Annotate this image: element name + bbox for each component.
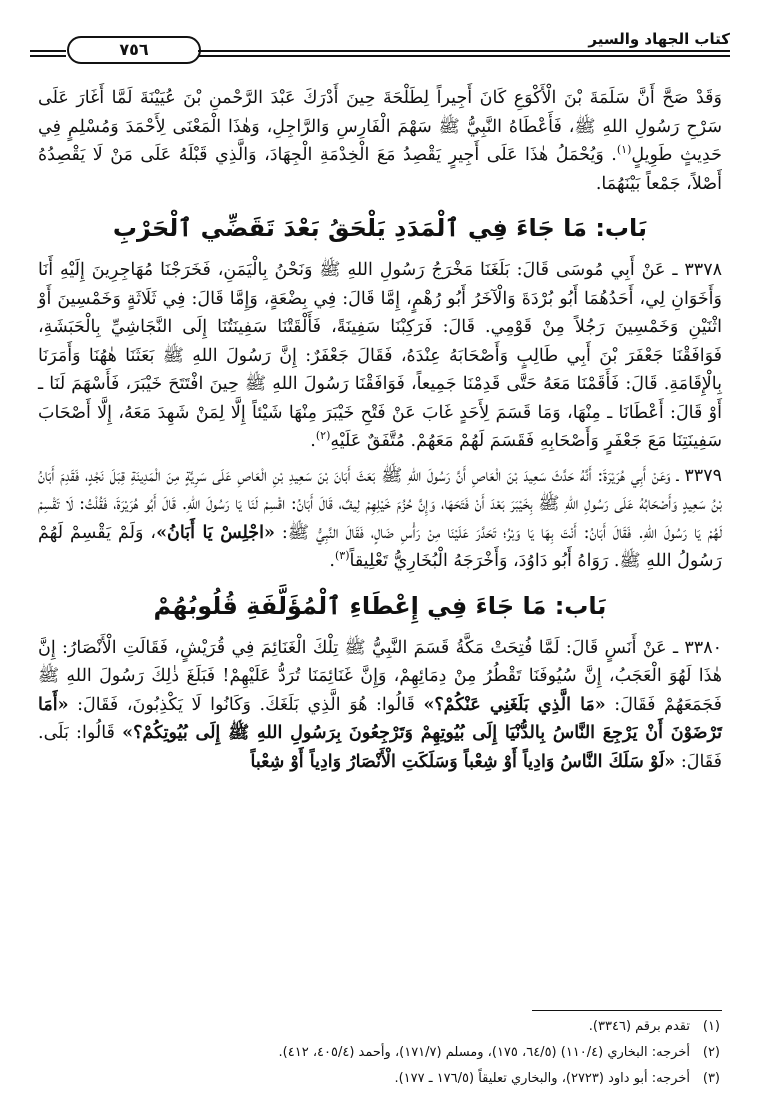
intro-paragraph: وَقَدْ صَحَّ أَنَّ سَلَمَةَ بْنَ الْأَكْوَعِ كَانَ أَجِيراً لِطَلْحَةَ حِينَ أَدْرَكَ عَبْدَ الرَّحْمنِ بْنَ عُيَيْنَةَ لَمَّا أَغَارَ عَلَى سَرْحِ رَسُولِ اللهِ ﷺ، فَأَعْطَاهُ النَّبِيُّ ﷺ سَهْمَ الْفَارِسِ وَالرَّاجِلِ، وَهٰذَا الْمَعْنَى لِأَحْمَدَ وَمُسْلِمٍ فِي حَدِيثٍ طَوِيلٍ$^{(١)}$. وَيُحْمَلُ هٰذَا عَلَى أَجِيرٍ يَقْصِدُ مَعَ الْخِدْمَةِ الْجِهَادَ، وَالَّذِي قَبْلَهُ عَلَى مَنْ لَا يَقْصِدُهُ أَصْلاً، جَمْعاً بَيْنَهُمَا.: [38, 88, 723, 194]
footnote-divider: [532, 1010, 722, 1011]
footnote-ref[interactable]: (١): [616, 143, 632, 157]
footnote-text: أخرجه: البخاري (١١٠/٤) (٦٤/٥، ١٧٥)، ومسلم (١٧١/٧)، وأحمد (٤٠٥/٤، ٤١٢).: [278, 1045, 690, 1060]
footnote-text: أخرجه: أبو داود (٢٧٢٣)، والبخاري تعليقاً (١٧٦/٥ ـ ١٧٧).: [394, 1071, 690, 1086]
footnote-number: (٢): [702, 1045, 720, 1060]
footnotes: [40, 1018, 720, 1096]
footnote: [40, 1070, 720, 1088]
prophet-quote: «مَا الَّذِي بَلَغَنِي عَنْكُمْ؟»: [423, 694, 606, 715]
page-header: [30, 30, 730, 70]
header-rule: [198, 50, 730, 52]
page-body: [38, 84, 722, 776]
header-rule: [30, 50, 66, 52]
hadith-paragraph: ٣٣٧٨ ـ عَنْ أَبِي مُوسَى قَالَ: بَلَغَنَا مَخْرَجُ رَسُولِ اللهِ ﷺ وَنَحْنُ بِالْيَمَنِ، فَخَرَجْنَا مُهَاجِرِينَ إِلَيْهِ أَنَا وَأَخَوَانِ لِي، أَحَدُهُمَا أَبُو بُرْدَةَ وَالْآخَرُ أَبُو رُهْمٍ، إِمَّا قَالَ: فِي بِضْعَةٍ، وَإِمَّا قَالَ: فِي ثَلَاثَةٍ وَخَمْسِينَ أَوْ اثْنَيْنِ وَخَمْسِينَ رَجُلاً مِنْ قَوْمِي. قَالَ: فَرَكِبْنَا سَفِينَةً، فَأَلْقَتْنَا سَفِينَتُنَا إِلَى النَّجَاشِيِّ بِالْحَبَشَةِ، فَوَافَقْنَا جَعْفَرَ بْنَ أَبِي طَالِبٍ وَأَصْحَابَهُ عِنْدَهُ، فَقَالَ جَعْفَرٌ: إِنَّ رَسُولَ اللهِ ﷺ بَعَثَنَا هٰهُنَا وَأَمَرَنَا بِالْإِقَامَةِ. قَالَ: فَأَقَمْنَا مَعَهُ حَتَّى قَدِمْنَا جَمِيعاً، فَوَافَقْنَا رَسُولَ اللهِ ﷺ حِينَ افْتَتَحَ خَيْبَرَ، فَأَسْهَمَ لَنَا ـ أَوْ قَالَ: أَعْطَانَا ـ مِنْهَا، وَمَا قَسَمَ لِأَحَدٍ غَابَ عَنْ فَتْحِ خَيْبَرَ مِنْهَا شَيْئاً إِلَّا لِمَنْ شَهِدَ مَعَهُ، إِلَّا أَصْحَابَ سَفِينَتِنَا مَعَ جَعْفَرٍ وَأَصْحَابِهِ فَقَسَمَ لَهُمْ مَعَهُمْ. مُتَّفَقٌ عَلَيْهِ$^{(٢)}$.: [38, 260, 722, 451]
footnote-number: (١): [702, 1019, 720, 1034]
header-rule: [30, 55, 66, 57]
hadith-paragraph: ٣٣٧٩ ـ وَعَنْ أَبِي هُرَيْرَةَ: أَنَّهُ حَدَّثَ سَعِيدَ بْنَ الْعَاصِ أَنَّ رَسُولَ اللهِ ﷺ بَعَثَ أَبَانَ بْنَ سَعِيدِ بْنِ الْعَاصِ عَلَى سَرِيَّةٍ مِنَ الْمَدِينَةِ قِبَلَ نَجْدٍ، فَقَدِمَ أَبَانُ بْنُ سَعِيدٍ وَأَصْحَابُهُ عَلَى رَسُولِ اللهِ ﷺ بِخَيْبَرَ بَعْدَ أَنْ فَتَحَهَا، وَإِنَّ حُزُمَ خَيْلِهِمْ لِيفٌ، قَالَ أَبَانُ: اقْسِمْ لَنَا يَا رَسُولَ اللهِ. قَالَ أَبُو هُرَيْرَةَ، فَقُلْتُ: لَا تَقْسِمْ لَهُمْ يَا رَسُولَ اللهِ. فَقَالَ أَبَانُ: أَنْتَ بِهَا يَا وَبْرُ؛ تَحَدَّرَ عَلَيْنَا مِنْ رَأْسِ ضَالٍ، فَقَالَ النَّبِيُّ ﷺ: «اجْلِسْ يَا أَبَانُ»، وَلَمْ يَقْسِمْ لَهُمْ رَسُولُ اللهِ ﷺ. رَوَاهُ أَبُو دَاوُدَ، وَأَخْرَجَهُ الْبُخَارِيُّ تَعْلِيقاً$^{(٣)}$.: [38, 465, 723, 571]
footnote: [40, 1018, 720, 1036]
page-number: ٧٥٦: [67, 36, 201, 64]
section-heading: بَاب: مَا جَاءَ فِي إِعْطَاءِ ٱلْمُؤَلَّفَةِ قُلُوبُهُمْ: [153, 591, 607, 620]
prophet-quote: «لَوْ سَلَكَ النَّاسُ وَادِياً أَوْ شِعْباً وَسَلَكَتِ الْأَنْصَارُ وَادِياً أَوْ شِعْباً: [250, 751, 676, 772]
prophet-quote: «أَمَا تَرْضَوْنَ أَنْ يَرْجِعَ النَّاسُ بِالدُّنْيَا إِلَى بُيُوتِهِمْ وَتَرْجِعُونَ بِرَسُولِ اللهِ ﷺ إِلَى بُيُوتِكُمْ؟»: [38, 694, 722, 743]
footnote-text: تقدم برقم (٣٣٤٦).: [588, 1019, 690, 1034]
footnote: [40, 1044, 720, 1062]
running-title: كتاب الجهاد والسير: [588, 30, 730, 48]
section-heading: بَاب: مَا جَاءَ فِي ٱلْمَدَدِ يَلْحَقُ بَعْدَ تَقَضِّي ٱلْحَرْبِ: [112, 214, 648, 242]
prophet-quote: «اجْلِسْ يَا أَبَانُ»: [156, 522, 275, 543]
header-rule: [198, 55, 730, 57]
hadith-paragraph: ٣٣٨٠ ـ عَنْ أَنَسٍ قَالَ: لَمَّا فُتِحَتْ مَكَّةُ قَسَمَ النَّبِيُّ ﷺ تِلْكَ الْغَنَائِمَ فِي قُرَيْشٍ، فَقَالَتِ الْأَنْصَارُ: إِنَّ هٰذَا لَهُوَ الْعَجَبُ، إِنَّ سُيُوفَنَا تَقْطُرُ مِنْ دِمَائِهِمْ، وَإِنَّ غَنَائِمَنَا تُرَدُّ عَلَيْهِمْ! فَبَلَغَ ذٰلِكَ رَسُولَ اللهِ ﷺ فَجَمَعَهُمْ فَقَالَ: «مَا الَّذِي بَلَغَنِي عَنْكُمْ؟» قَالُوا: هُوَ الَّذِي بَلَغَكَ. وَكَانُوا لَا يَكْذِبُونَ، فَقَالَ: «أَمَا تَرْضَوْنَ أَنْ يَرْجِعَ النَّاسُ بِالدُّنْيَا إِلَى بُيُوتِهِمْ وَتَرْجِعُونَ بِرَسُولِ اللهِ ﷺ إِلَى بُيُوتِكُمْ؟» قَالُوا: بَلَى. فَقَالَ: «لَوْ سَلَكَ النَّاسُ وَادِياً أَوْ شِعْباً وَسَلَكَتِ الْأَنْصَارُ وَادِياً أَوْ شِعْباً: [38, 637, 722, 772]
footnote-ref[interactable]: (٢): [315, 429, 331, 443]
footnote-number: (٣): [702, 1071, 720, 1086]
footnote-ref[interactable]: (٣): [334, 549, 350, 563]
